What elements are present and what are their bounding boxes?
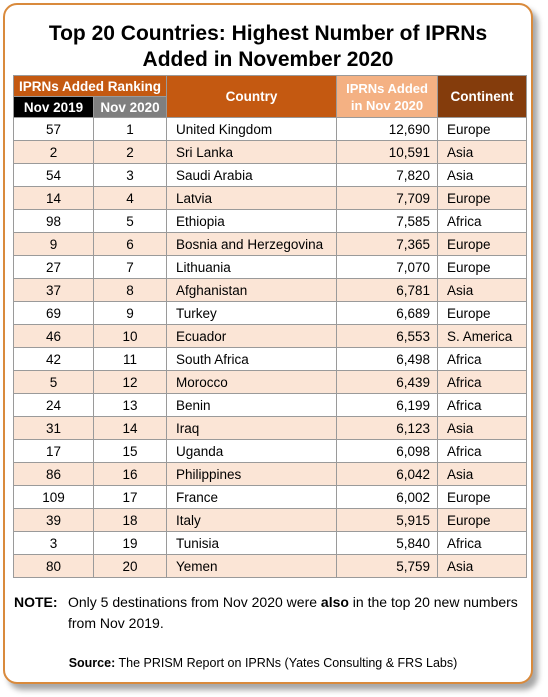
iprns-cell: 6,123	[337, 417, 438, 440]
rank-2019-cell: 86	[14, 463, 94, 486]
rank-2020-cell: 2	[94, 141, 167, 164]
continent-cell: Africa	[438, 210, 527, 233]
rank-2020-cell: 3	[94, 164, 167, 187]
table-row	[14, 141, 527, 164]
iprns-cell: 6,498	[337, 348, 438, 371]
country-header: Country	[167, 76, 337, 118]
source-label: Source:	[68, 656, 116, 670]
rank-2020-cell: 8	[94, 279, 167, 302]
source-text: The PRISM Report on IPRNs (Yates Consulting & FRS Labs)	[115, 656, 458, 670]
nov2019-header: Nov 2019	[14, 97, 94, 118]
rank-2019-cell: 69	[14, 302, 94, 325]
rank-2020-cell: 13	[94, 394, 167, 417]
iprns-cell: 6,002	[337, 486, 438, 509]
iprns-cell: 6,781	[337, 279, 438, 302]
iprns-cell: 7,709	[337, 187, 438, 210]
iprns-cell: 6,553	[337, 325, 438, 348]
country-cell: Ethiopia	[167, 210, 337, 233]
rank-2020-cell: 1	[94, 118, 167, 141]
rank-2020-cell: 10	[94, 325, 167, 348]
iprns-cell: 7,365	[337, 233, 438, 256]
continent-cell: Europe	[438, 233, 527, 256]
iprns-header-line-1: IPRNs Added	[346, 80, 428, 96]
rank-2019-cell: 14	[14, 187, 94, 210]
table-row	[14, 256, 527, 279]
source-line	[0, 656, 526, 670]
table-row	[14, 371, 527, 394]
rank-2020-cell: 16	[94, 463, 167, 486]
continent-cell: Africa	[438, 371, 527, 394]
rank-2019-cell: 27	[14, 256, 94, 279]
rank-2019-cell: 57	[14, 118, 94, 141]
continent-cell: S. America	[438, 325, 527, 348]
title-line-1: Top 20 Countries: Highest Number of IPRNs	[48, 22, 488, 45]
table-row	[14, 210, 527, 233]
table-row	[14, 348, 527, 371]
country-cell: Philippines	[167, 463, 337, 486]
page-title	[5, 21, 531, 73]
iprns-cell: 5,840	[337, 532, 438, 555]
table-row	[14, 463, 527, 486]
country-cell: Iraq	[167, 417, 337, 440]
continent-cell: Asia	[438, 141, 527, 164]
iprns-cell: 10,591	[337, 141, 438, 164]
rank-2020-cell: 17	[94, 486, 167, 509]
iprns-cell: 5,915	[337, 509, 438, 532]
country-cell: Benin	[167, 394, 337, 417]
rank-2020-cell: 19	[94, 532, 167, 555]
iprns-cell: 5,759	[337, 555, 438, 578]
table-row	[14, 394, 527, 417]
rank-2020-cell: 20	[94, 555, 167, 578]
countries-table	[13, 75, 527, 578]
table-row	[14, 164, 527, 187]
note-text-after: in the top 20 new numbers from Nov 2019.	[68, 594, 518, 631]
continent-cell: Africa	[438, 440, 527, 463]
nov2020-header: Nov 2020	[94, 97, 167, 118]
rank-2019-cell: 109	[14, 486, 94, 509]
rank-2019-cell: 42	[14, 348, 94, 371]
table-row	[14, 118, 527, 141]
rank-2019-cell: 9	[14, 233, 94, 256]
iprns-header	[337, 76, 438, 118]
country-cell: France	[167, 486, 337, 509]
continent-header: Continent	[438, 76, 527, 118]
continent-cell: Europe	[438, 509, 527, 532]
continent-cell: Asia	[438, 417, 527, 440]
rank-2020-cell: 12	[94, 371, 167, 394]
rank-2020-cell: 5	[94, 210, 167, 233]
continent-cell: Europe	[438, 302, 527, 325]
note-text	[68, 592, 518, 634]
continent-cell: Europe	[438, 187, 527, 210]
rank-2019-cell: 5	[14, 371, 94, 394]
note-label: NOTE:	[14, 594, 58, 610]
iprns-cell: 7,585	[337, 210, 438, 233]
title-line-2: Added in November 2020	[142, 48, 394, 71]
iprns-cell: 6,098	[337, 440, 438, 463]
rank-2019-cell: 46	[14, 325, 94, 348]
continent-cell: Asia	[438, 555, 527, 578]
country-cell: Afghanistan	[167, 279, 337, 302]
country-cell: Morocco	[167, 371, 337, 394]
table-row	[14, 532, 527, 555]
rank-2019-cell: 37	[14, 279, 94, 302]
ranking-group-header: IPRNs Added Ranking	[14, 76, 167, 97]
country-cell: Italy	[167, 509, 337, 532]
iprns-cell: 6,689	[337, 302, 438, 325]
table-row	[14, 555, 527, 578]
continent-cell: Europe	[438, 486, 527, 509]
rank-2019-cell: 39	[14, 509, 94, 532]
note-text-before: Only 5 destinations from Nov 2020 were	[68, 594, 321, 610]
iprns-cell: 12,690	[337, 118, 438, 141]
country-cell: Saudi Arabia	[167, 164, 337, 187]
country-cell: Turkey	[167, 302, 337, 325]
country-cell: Tunisia	[167, 532, 337, 555]
table-row	[14, 417, 527, 440]
iprns-header-line-2: in Nov 2020	[350, 97, 424, 113]
continent-cell: Africa	[438, 394, 527, 417]
country-cell: Bosnia and Herzegovina	[167, 233, 337, 256]
table-row	[14, 233, 527, 256]
rank-2019-cell: 80	[14, 555, 94, 578]
rank-2019-cell: 31	[14, 417, 94, 440]
iprns-cell: 6,439	[337, 371, 438, 394]
rank-2020-cell: 4	[94, 187, 167, 210]
continent-cell: Europe	[438, 256, 527, 279]
country-cell: Yemen	[167, 555, 337, 578]
note-emphasis: also	[320, 594, 349, 610]
continent-cell: Asia	[438, 164, 527, 187]
table-row	[14, 279, 527, 302]
continent-cell: Africa	[438, 532, 527, 555]
table-row	[14, 440, 527, 463]
rank-2019-cell: 2	[14, 141, 94, 164]
rank-2020-cell: 6	[94, 233, 167, 256]
rank-2019-cell: 24	[14, 394, 94, 417]
iprns-cell: 6,199	[337, 394, 438, 417]
rank-2020-cell: 18	[94, 509, 167, 532]
rank-2020-cell: 15	[94, 440, 167, 463]
country-cell: Uganda	[167, 440, 337, 463]
rank-2019-cell: 3	[14, 532, 94, 555]
rank-2020-cell: 14	[94, 417, 167, 440]
rank-2019-cell: 98	[14, 210, 94, 233]
country-cell: Latvia	[167, 187, 337, 210]
rank-2020-cell: 9	[94, 302, 167, 325]
continent-cell: Africa	[438, 348, 527, 371]
rank-2019-cell: 54	[14, 164, 94, 187]
rank-2019-cell: 17	[14, 440, 94, 463]
continent-cell: Asia	[438, 279, 527, 302]
rank-2020-cell: 11	[94, 348, 167, 371]
table-row	[14, 509, 527, 532]
country-cell: United Kingdom	[167, 118, 337, 141]
iprns-cell: 7,070	[337, 256, 438, 279]
table-row	[14, 486, 527, 509]
continent-cell: Asia	[438, 463, 527, 486]
table-body	[14, 118, 527, 578]
table-row	[14, 302, 527, 325]
continent-cell: Europe	[438, 118, 527, 141]
country-cell: Ecuador	[167, 325, 337, 348]
iprns-cell: 6,042	[337, 463, 438, 486]
table-row	[14, 325, 527, 348]
rank-2020-cell: 7	[94, 256, 167, 279]
country-cell: South Africa	[167, 348, 337, 371]
country-cell: Lithuania	[167, 256, 337, 279]
table-row	[14, 187, 527, 210]
country-cell: Sri Lanka	[167, 141, 337, 164]
iprns-cell: 7,820	[337, 164, 438, 187]
